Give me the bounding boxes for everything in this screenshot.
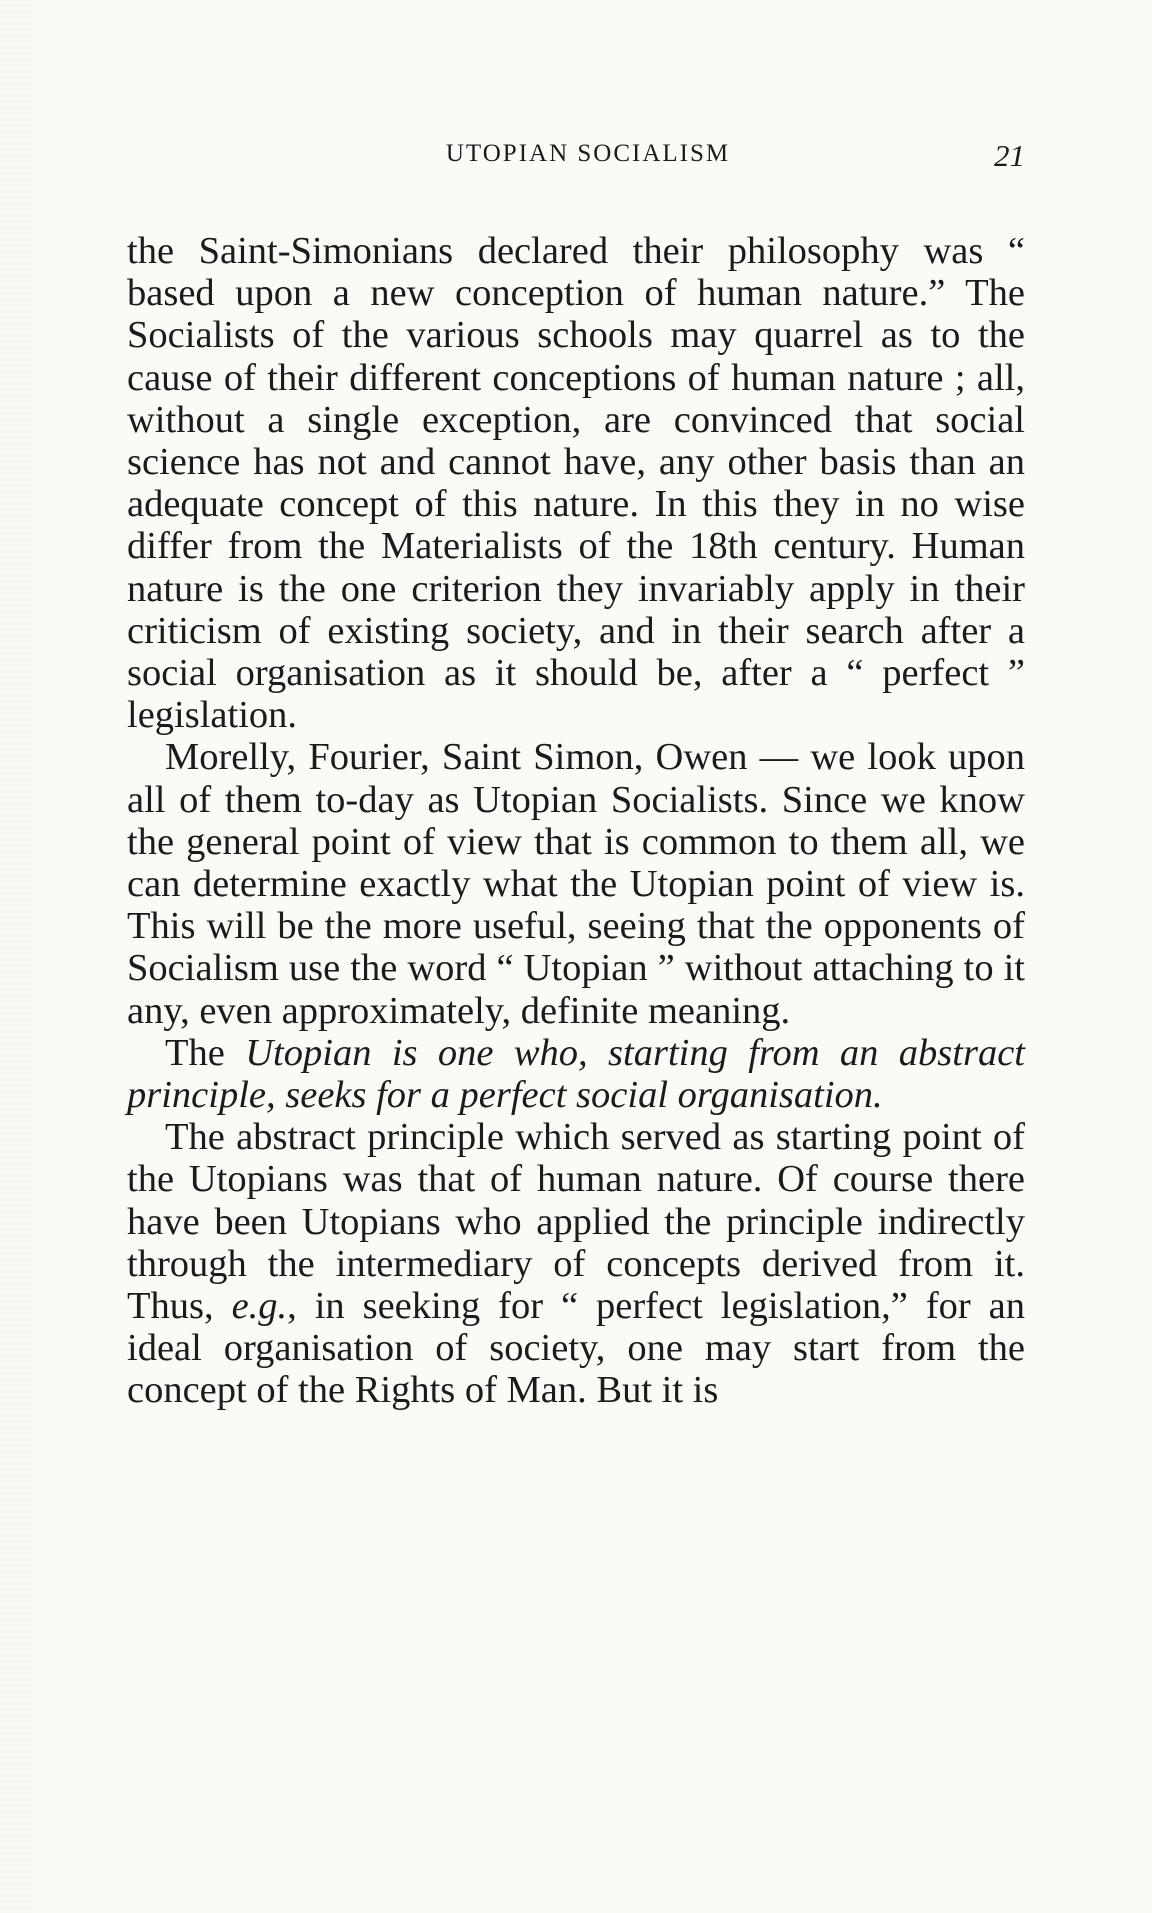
body-text [127,230,1025,1412]
running-title: UTOPIAN SOCIALISM [445,140,731,167]
eg-abbreviation: e.g. [231,1285,288,1328]
paragraph-3-definition [127,1032,1025,1116]
page-number: 21 [994,138,1025,173]
paragraph-1: the Saint-Simonians declared their philosophy was “ based upon a new conception of human nature.” The Socialists of the various schools may quarrel as to the cause of their different conceptions of human nature ; all, without a single exception, are convinced that social science has not and cannot have, any other basis than an adequate concept of this nature. In this they in no wise differ from the Materialists of the 18th century. Human nature is the one criterion they invariably apply in their criticism of existing society, and in their search after a social organisation as it should be, after a “ perfect ” legislation. [127,230,1025,737]
page-edge-shading [0,0,32,1913]
definition-lead: The [165,1031,246,1074]
utopian-definition: Utopian is one who, starting from an abstract principle, seeks for a perfect social organisation. [127,1031,1026,1117]
paragraph-4-text-b: , in seeking for “ perfect legislation,” for an ideal organisation of society, one may start from the concept of the Rights of Man. But it is [127,1285,1025,1412]
paragraph-2: Morelly, Fourier, Saint Simon, Owen — we look upon all of them to-day as Utopian Socialists. Since we know the general point of view that is common to them all, we can determine exactly what the Utopian point of view is. This will be the more useful, seeing that the opponents of Socialism use the word “ Utopian ” without attaching to it any, even approximately, definite meaning. [127,736,1025,1032]
book-page [127,140,1025,1412]
running-head [127,140,1025,180]
paragraph-4-text-a: The abstract principle which served as starting point of the Utopians was that of human nature. Of course there have been Utopians who applied the principle indirectly through the intermediary of concepts derived from it. Thus, [127,1116,1025,1328]
paragraph-4 [127,1116,1025,1411]
